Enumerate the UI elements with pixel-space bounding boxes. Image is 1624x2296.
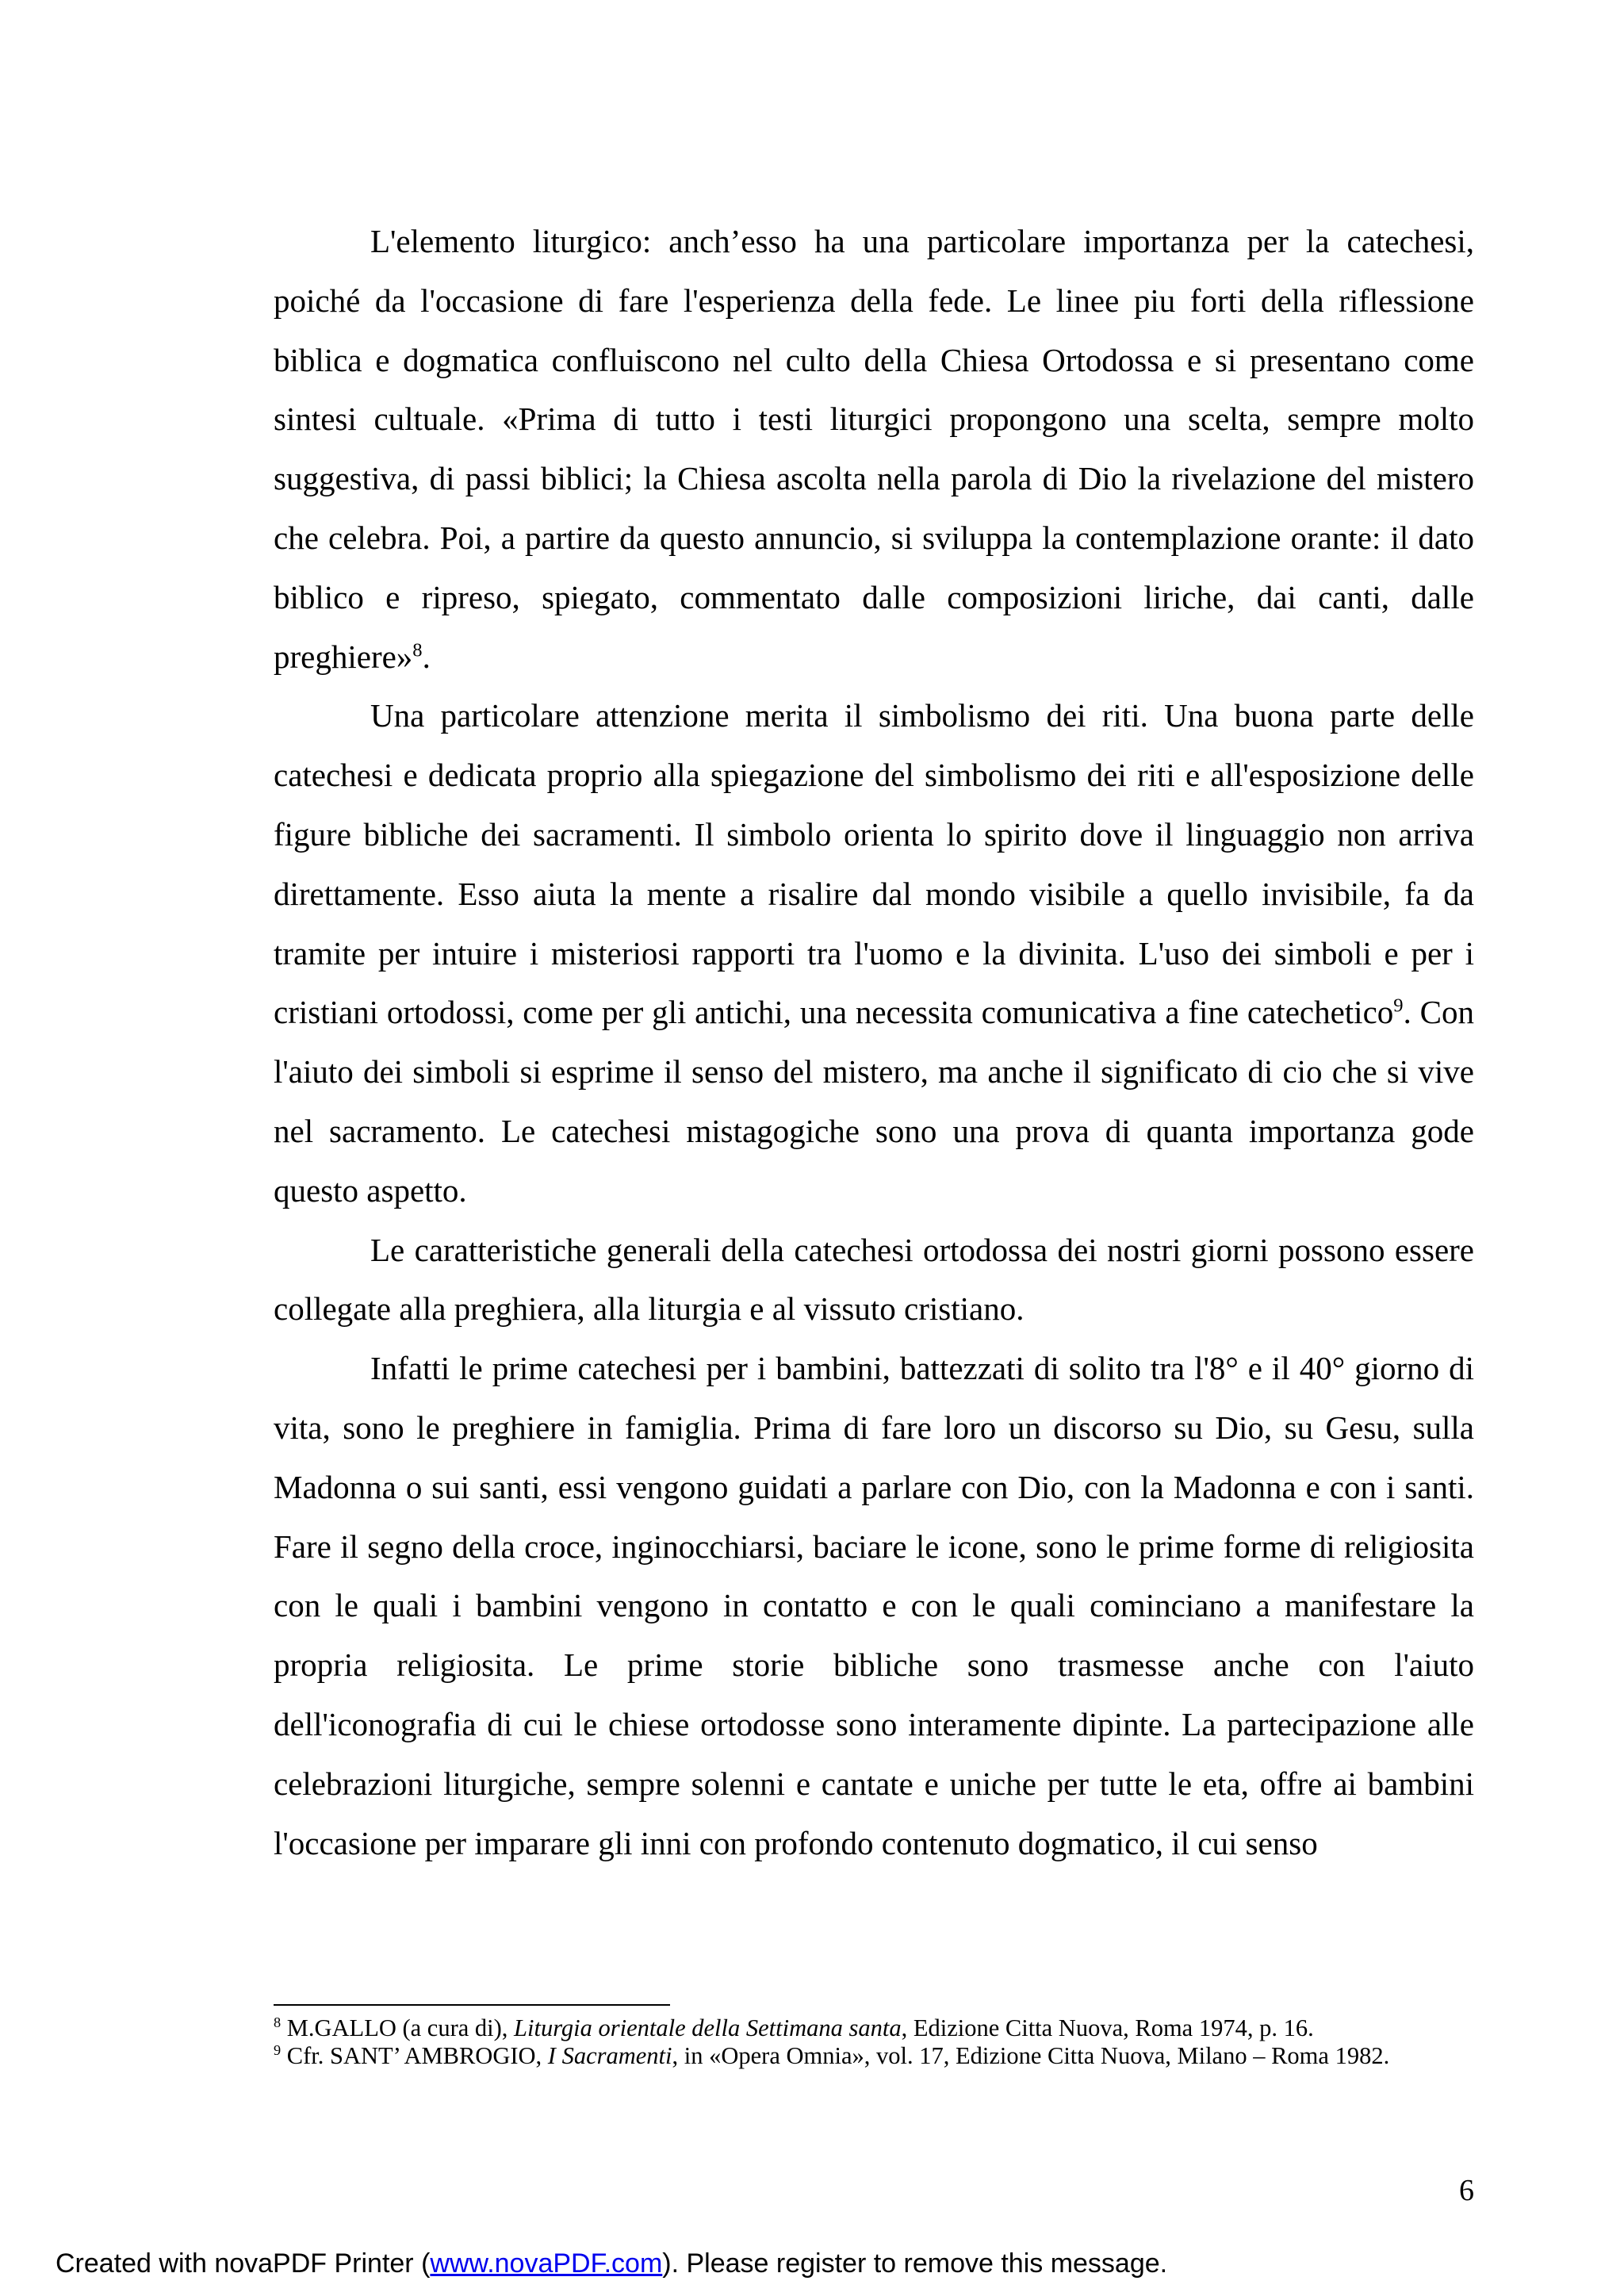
footnote-number: 8 — [274, 2014, 282, 2030]
paragraph-text: Una particolare attenzione merita il simbolismo dei riti. Una buona parte delle catechesi e dedicata proprio alla spiegazione del simbolismo dei riti e all'esposizione delle figure bibliche dei sacramenti. Il simbolo orienta lo spirito dove il linguaggio non arriva direttamente. Esso aiuta la mente a risalire dal mondo visibile a quello invisibile, fa da tramite per intuire i misteriosi rapporti tra l'uomo e la divinita. L'uso dei simboli e per i cristiani ortodossi, come per gli antichi, una necessita comunicativa a fine catechetico — [274, 697, 1474, 1031]
paragraph-text: Le caratteristiche generali della catechesi ortodossa dei nostri giorni possono essere collegate alla preghiera, alla liturgia e al vissuto cristiano. — [274, 1231, 1474, 1328]
body-text — [274, 212, 1474, 1872]
footnote-8 — [274, 2014, 1474, 2042]
paragraph-text: Infatti le prime catechesi per i bambini, battezzati di solito tra l'8° e il 40° giorno di vita, sono le preghiere in famiglia. Prima di fare loro un discorso su Dio, su Gesu, sulla Madonna o sui santi, essi vengono guidati a parlare con Dio, con la Madonna e con i santi. Fare il segno della croce, inginocchiarsi, baciare le icone, sono le prime forme di religiosita con le quali i bambini vengono in contatto e con le quali cominciano a manifestare la propria religiosita. Le prime storie bibliche sono trasmesse anche con l'aiuto dell'iconografia di cui le chiese ortodosse sono interamente dipinte. La partecipazione alle celebrazioni liturgiche, sempre solenni e cantate e uniche per tutte le eta, offre ai bambini l'occasione per imparare gli inni con profondo contenuto dogmatico, il cui senso — [274, 1350, 1474, 1861]
paragraph-general-features — [274, 1221, 1474, 1340]
footnote-separator — [274, 2004, 670, 2006]
paragraph-text-tail: . — [422, 638, 431, 675]
footnote-ref-8[interactable]: 8 — [412, 638, 423, 661]
watermark-text: Created with novaPDF Printer ( — [56, 2248, 431, 2279]
footnote-number: 9 — [274, 2041, 282, 2058]
footnote-title: I Sacramenti — [547, 2042, 672, 2069]
pdf-printer-watermark — [56, 2248, 1167, 2279]
watermark-link[interactable]: www.novaPDF.com — [430, 2248, 663, 2279]
footnote-title: Liturgia orientale della Settimana santa — [514, 2014, 902, 2041]
footnote-ref-9[interactable]: 9 — [1393, 995, 1404, 1017]
watermark-text-tail: ). Please register to remove this message. — [662, 2248, 1168, 2279]
paragraph-text: L'elemento liturgico: anch’esso ha una particolare importanza per la catechesi, poiché da l'occasione di fare l'esperienza della fede. Le linee piu forti della riflessione biblica e dogmatica confluiscono nel culto della Chiesa Ortodossa e si presentano come sintesi cultuale. «Prima di tutto i testi liturgici propongono una scelta, sempre molto suggestiva, di passi biblici; la Chiesa ascolta nella parola di Dio la rivelazione del mistero che celebra. Poi, a partire da questo annuncio, si sviluppa la contemplazione orante: il dato biblico e ripreso, spiegato, commentato dalle composizioni liriche, dai canti, dalle preghiere» — [274, 223, 1474, 675]
footnotes — [274, 2014, 1474, 2070]
footnote-9 — [274, 2042, 1474, 2070]
paragraph-symbolism — [274, 686, 1474, 1220]
paragraph-liturgical-element — [274, 212, 1474, 686]
paragraph-text-tail: . Con l'aiuto dei simboli si esprime il senso del mistero, ma anche il significato di cio che si vive nel sacramento. Le catechesi mistagogiche sono una prova di quanta importanza gode questo aspetto. — [274, 994, 1474, 1209]
paragraph-children-catechesis — [274, 1339, 1474, 1872]
page-number: 6 — [1459, 2174, 1474, 2207]
footnote-text: M.GALLO (a cura di), — [286, 2014, 515, 2041]
footnote-text-tail: , Edizione Citta Nuova, Roma 1974, p. 16. — [901, 2014, 1314, 2041]
footnote-text: Cfr. SANT’ AMBROGIO, — [286, 2042, 548, 2069]
footnote-text-tail: , in «Opera Omnia», vol. 17, Edizione Citta Nuova, Milano – Roma 1982. — [672, 2042, 1390, 2069]
